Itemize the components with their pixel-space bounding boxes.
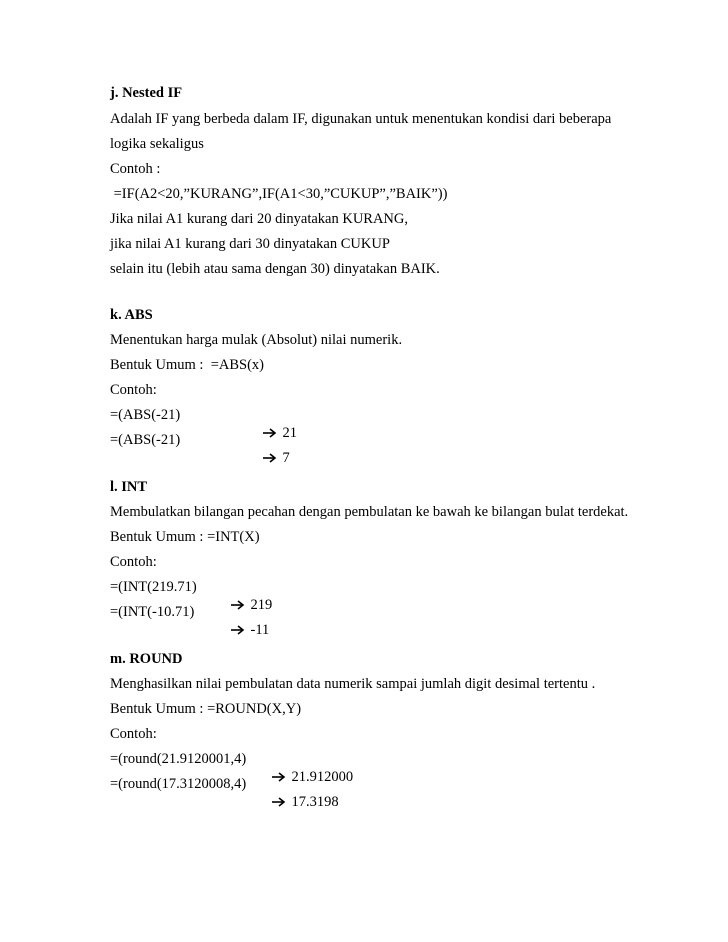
round-result-value: 21.912000 bbox=[291, 769, 354, 785]
right-arrow-icon bbox=[272, 797, 286, 807]
int-result-value: 219 bbox=[250, 597, 273, 613]
section-title-nested-if: j. Nested IF bbox=[110, 85, 183, 101]
nested-if-explanation-3: selain itu (lebih atau sama dengan 30) dinyatakan BAIK. bbox=[110, 261, 440, 277]
section-title-abs: k. ABS bbox=[110, 307, 153, 323]
round-example-result bbox=[257, 775, 339, 829]
round-example-input: =(round(21.9120001,4) bbox=[110, 751, 247, 767]
nested-if-formula: =IF(A2<20,”KURANG”,IF(A1<30,”CUKUP”,”BAIK”)) bbox=[110, 186, 448, 202]
abs-example-label: Contoh: bbox=[110, 382, 157, 398]
nested-if-description-line2: logika sekaligus bbox=[110, 136, 204, 152]
round-description: Menghasilkan nilai pembulatan data numerik sampai jumlah digit desimal tertentu . bbox=[110, 676, 596, 692]
int-example-result bbox=[216, 603, 269, 657]
int-result-value: -11 bbox=[250, 622, 270, 638]
abs-description: Menentukan harga mulak (Absolut) nilai numerik. bbox=[110, 332, 403, 348]
abs-example-input: =(ABS(-21) bbox=[110, 407, 181, 423]
abs-general-form: Bentuk Umum : =ABS(x) bbox=[110, 357, 264, 373]
abs-result-value: 21 bbox=[282, 425, 297, 441]
abs-result-value: 7 bbox=[282, 450, 290, 466]
abs-example-result bbox=[248, 431, 290, 485]
nested-if-explanation-1: Jika nilai A1 kurang dari 20 dinyatakan KURANG, bbox=[110, 211, 409, 227]
nested-if-description-line1: Adalah IF yang berbeda dalam IF, digunakan untuk menentukan kondisi dari beberapa bbox=[110, 111, 612, 127]
round-result-value: 17.3198 bbox=[291, 794, 339, 810]
document-page bbox=[110, 0, 710, 942]
round-example-input: =(round(17.3120008,4) bbox=[110, 776, 247, 792]
right-arrow-icon bbox=[231, 625, 245, 635]
section-title-round: m. ROUND bbox=[110, 651, 183, 667]
right-arrow-icon bbox=[263, 453, 277, 463]
int-example-input: =(INT(-10.71) bbox=[110, 604, 195, 620]
abs-example-input: =(ABS(-21) bbox=[110, 432, 181, 448]
round-example-label: Contoh: bbox=[110, 726, 157, 742]
int-description: Membulatkan bilangan pecahan dengan pembulatan ke bawah ke bilangan bulat terdekat. bbox=[110, 504, 629, 520]
round-general-form: Bentuk Umum : =ROUND(X,Y) bbox=[110, 701, 302, 717]
int-example-label: Contoh: bbox=[110, 554, 157, 570]
nested-if-example-label: Contoh : bbox=[110, 161, 161, 177]
int-general-form: Bentuk Umum : =INT(X) bbox=[110, 529, 260, 545]
section-title-int: l. INT bbox=[110, 479, 148, 495]
nested-if-explanation-2: jika nilai A1 kurang dari 30 dinyatakan CUKUP bbox=[110, 236, 390, 252]
int-example-input: =(INT(219.71) bbox=[110, 579, 197, 595]
